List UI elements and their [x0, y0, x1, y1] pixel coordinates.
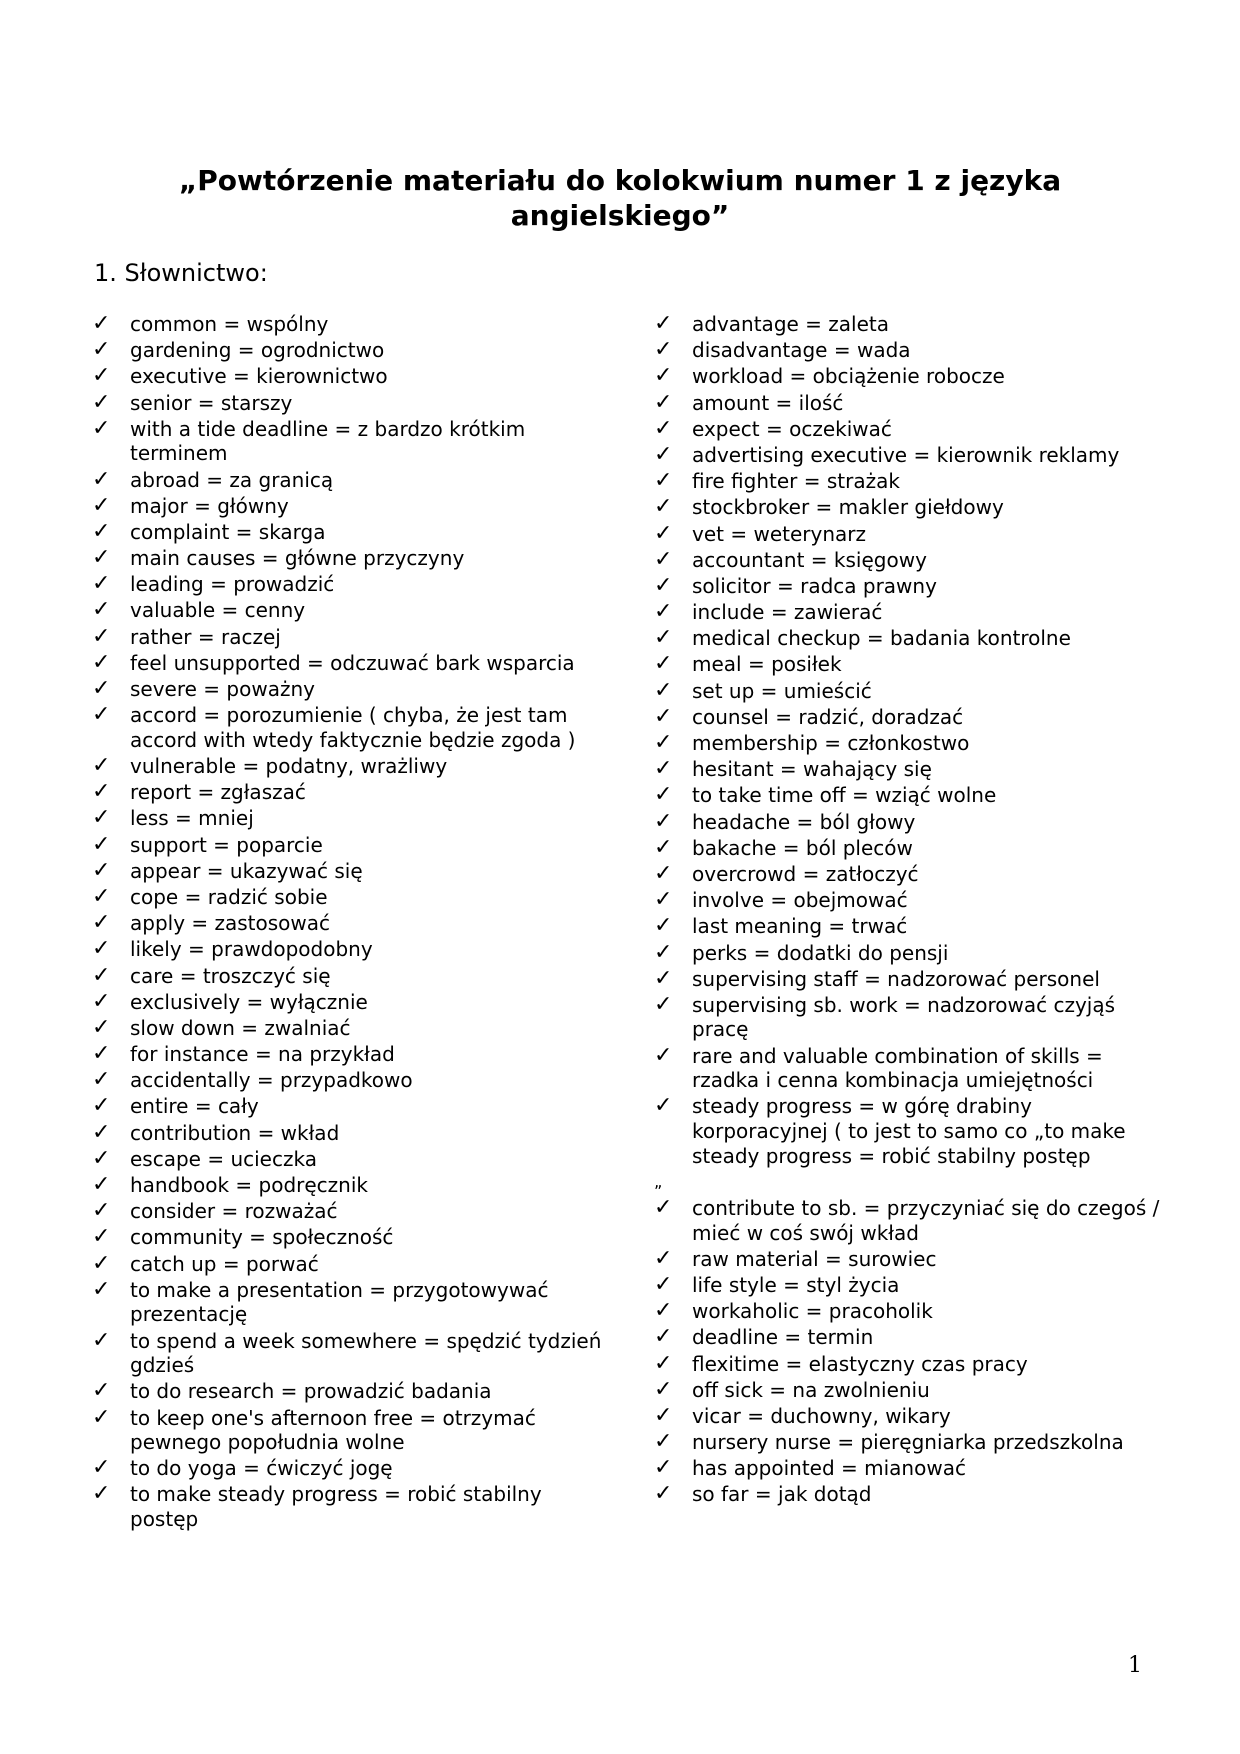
checkmark-icon: ✓ [92, 1224, 111, 1250]
checkmark-icon: ✓ [654, 1324, 673, 1350]
checkmark-icon: ✓ [92, 518, 111, 544]
vocabulary-item [92, 494, 612, 519]
vocabulary-item [92, 1121, 612, 1146]
vocabulary-item [654, 1299, 1164, 1324]
vocabulary-item [92, 1016, 612, 1041]
checkmark-icon: ✓ [654, 1376, 673, 1402]
vocabulary-item [654, 705, 1164, 730]
vocabulary-text: involve = obejmować [692, 888, 908, 913]
vocabulary-text: raw material = surowiec [692, 1246, 937, 1271]
vocabulary-text: vulnerable = podatny, wrażliwy [130, 754, 448, 778]
checkmark-icon: ✓ [654, 441, 673, 467]
checkmark-icon: ✓ [654, 651, 673, 677]
vocabulary-text: overcrowd = zatłoczyć [692, 861, 919, 886]
vocabulary-text: has appointed = mianować [692, 1456, 966, 1481]
vocabulary-text: advertising executive = kierownik reklamy [692, 442, 1120, 467]
vocabulary-item [92, 1094, 612, 1119]
vocabulary-text: less = mniej [130, 806, 254, 831]
vocabulary-text: counsel = radzić, doradzać [692, 704, 964, 729]
vocabulary-text: membership = członkostwo [692, 731, 970, 755]
checkmark-icon: ✓ [654, 494, 673, 520]
vocabulary-item [92, 703, 612, 752]
checkmark-icon: ✓ [654, 1429, 673, 1455]
vocabulary-item [92, 964, 612, 989]
checkmark-icon: ✓ [92, 1455, 111, 1481]
document-title: „Powtórzenie materiału do kolokwium numer 1 z języka angielskiego” [178, 164, 1062, 232]
vocabulary-text: handbook = podręcznik [130, 1173, 368, 1197]
vocabulary-text: to take time off = wziąć wolne [692, 783, 997, 808]
vocabulary-item [92, 1042, 612, 1067]
checkmark-icon: ✓ [92, 1093, 111, 1119]
vocabulary-item [654, 836, 1164, 861]
checkmark-icon: ✓ [654, 468, 673, 494]
vocabulary-text: to make a presentation = przygotowywać prezentację [130, 1277, 549, 1327]
vocabulary-text: supervising sb. work = nadzorować czyjąś pracę [692, 992, 1116, 1042]
checkmark-icon: ✓ [654, 703, 673, 729]
vocabulary-item [654, 1456, 1164, 1481]
vocabulary-item [92, 1456, 612, 1481]
vocabulary-text: valuable = cenny [130, 598, 306, 623]
vocabulary-text: senior = starszy [130, 390, 293, 415]
vocabulary-text: to keep one's afternoon free = otrzymać pewnego popołudnia wolne [130, 1405, 536, 1455]
vocabulary-text: contribute to sb. = przyczyniać się do czegoś / mieć w coś swój wkład [692, 1196, 1160, 1245]
vocabulary-item [654, 574, 1164, 599]
vocabulary-text: for instance = na przykład [130, 1042, 395, 1067]
vocabulary-text: leading = prowadzić [130, 572, 335, 597]
checkmark-icon: ✓ [92, 910, 111, 936]
vocabulary-item [92, 364, 612, 389]
checkmark-icon: ✓ [654, 625, 673, 651]
vocabulary-item [654, 391, 1164, 416]
vocabulary-item [654, 548, 1164, 573]
checkmark-icon: ✓ [92, 571, 111, 597]
checkmark-icon: ✓ [654, 1481, 673, 1507]
checkmark-icon: ✓ [92, 1404, 111, 1430]
vocabulary-item [92, 391, 612, 416]
vocabulary-text: medical checkup = badania kontrolne [692, 626, 1071, 651]
checkmark-icon: ✓ [92, 779, 111, 805]
checkmark-icon: ✓ [92, 623, 111, 649]
vocabulary-item [92, 546, 612, 571]
vocabulary-text: consider = rozważać [130, 1199, 338, 1224]
vocabulary-text: main causes = główne przyczyny [130, 546, 465, 571]
vocabulary-text: feel unsupported = odczuwać bark wsparcia [130, 650, 575, 675]
vocabulary-text: major = główny [130, 493, 289, 518]
vocabulary-text: accord = porozumienie ( chyba, że jest tam accord with wtedy faktycznie będzie zgoda ) [130, 703, 576, 752]
checkmark-icon: ✓ [92, 1172, 111, 1197]
vocabulary-text: entire = cały [130, 1094, 259, 1119]
vocabulary-text: nursery nurse = pieręgniarka przedszkolna [692, 1430, 1124, 1455]
checkmark-icon: ✓ [92, 1145, 111, 1171]
checkmark-icon: ✓ [92, 936, 111, 962]
vocabulary-item [654, 810, 1164, 835]
checkmark-icon: ✓ [92, 1041, 111, 1067]
vocabulary-item [654, 522, 1164, 547]
vocabulary-text: community = społeczność [130, 1225, 394, 1250]
checkmark-icon: ✓ [654, 965, 673, 991]
checkmark-icon: ✓ [654, 913, 673, 939]
checkmark-icon: ✓ [92, 857, 111, 883]
checkmark-icon: ✓ [92, 676, 111, 702]
checkmark-icon: ✓ [654, 808, 673, 834]
vocabulary-item [92, 833, 612, 858]
vocabulary-item [654, 417, 1164, 442]
vocabulary-text: expect = oczekiwać [692, 416, 892, 441]
vocabulary-item [654, 967, 1164, 992]
vocabulary-item [654, 495, 1164, 520]
vocabulary-item [654, 626, 1164, 651]
vocabulary-text: catch up = porwać [130, 1251, 319, 1276]
vocabulary-item [92, 338, 612, 363]
vocabulary-text: so far = jak dotąd [692, 1482, 872, 1507]
vocabulary-text: accountant = księgowy [692, 547, 927, 572]
vocabulary-item [92, 1068, 612, 1093]
page-number: 1 [1128, 1653, 1142, 1678]
checkmark-icon: ✓ [654, 860, 673, 886]
vocabulary-text: perks = dodatki do pensji [692, 940, 949, 965]
checkmark-icon: ✓ [654, 730, 673, 755]
vocabulary-text: contribution = wkład [130, 1120, 340, 1145]
vocabulary-text: hesitant = wahający się [692, 757, 932, 782]
checkmark-icon: ✓ [92, 492, 111, 518]
checkmark-icon: ✓ [92, 649, 111, 675]
vocabulary-item [654, 1044, 1164, 1093]
vocabulary-item [92, 572, 612, 597]
vocabulary-text: exclusively = wyłącznie [130, 989, 368, 1014]
checkmark-icon: ✓ [654, 1350, 673, 1376]
vocabulary-text: with a tide deadline = z bardzo krótkim terminem [130, 416, 526, 466]
vocabulary-text: severe = poważny [130, 677, 315, 702]
checkmark-icon: ✓ [92, 363, 111, 389]
vocabulary-item [654, 338, 1164, 363]
checkmark-icon: ✓ [92, 988, 111, 1014]
checkmark-icon: ✓ [92, 1119, 111, 1145]
checkmark-icon: ✓ [92, 1067, 111, 1093]
vocabulary-item [92, 625, 612, 650]
vocabulary-item [92, 312, 612, 337]
vocabulary-item [92, 520, 612, 545]
checkmark-icon: ✓ [654, 546, 673, 572]
vocabulary-item [654, 1094, 1164, 1168]
section-heading: 1. Słownictwo: [94, 259, 268, 287]
checkmark-icon: ✓ [654, 1455, 673, 1481]
checkmark-icon: ✓ [92, 466, 111, 492]
checkmark-icon: ✓ [654, 756, 673, 782]
checkmark-icon: ✓ [654, 520, 673, 546]
vocabulary-text: steady progress = w górę drabiny korporacyjnej ( to jest to samo co „to make steady progress = robić stabilny postęp [692, 1094, 1126, 1168]
checkmark-icon: ✓ [654, 1245, 673, 1271]
vocabulary-text: meal = posiłek [692, 652, 842, 677]
vocabulary-item [92, 1252, 612, 1277]
vocabulary-text: cope = radzić sobie [130, 884, 328, 909]
vocabulary-item [92, 885, 612, 910]
vocabulary-item [92, 1225, 612, 1250]
vocabulary-text: care = troszczyć się [130, 963, 331, 988]
vocabulary-text: executive = kierownictwo [130, 364, 388, 389]
vocabulary-item [92, 754, 612, 779]
vocabulary-text: common = wspólny [130, 312, 329, 336]
vocabulary-text: solicitor = radca prawny [692, 573, 937, 598]
checkmark-icon: ✓ [654, 1093, 673, 1119]
vocabulary-text: headache = ból głowy [692, 809, 916, 834]
vocabulary-text: abroad = za granicą [130, 467, 334, 492]
vocabulary-item [654, 941, 1164, 966]
vocabulary-item [654, 1404, 1164, 1429]
checkmark-icon: ✓ [92, 805, 111, 831]
stray-quote-mark: „ [654, 1171, 663, 1191]
checkmark-icon: ✓ [654, 1271, 673, 1297]
checkmark-icon: ✓ [654, 389, 673, 415]
vocabulary-item [654, 600, 1164, 625]
checkmark-icon: ✓ [92, 545, 111, 571]
vocabulary-text: slow down = zwalniać [130, 1015, 351, 1040]
vocabulary-text: to make steady progress = robić stabilny postęp [130, 1482, 542, 1532]
checkmark-icon: ✓ [654, 337, 673, 363]
checkmark-icon: ✓ [92, 753, 111, 778]
vocabulary-text: vet = weterynarz [692, 521, 866, 546]
checkmark-icon: ✓ [92, 415, 111, 441]
vocabulary-item [654, 1273, 1164, 1298]
checkmark-icon: ✓ [654, 887, 673, 913]
vocabulary-item [92, 651, 612, 676]
vocabulary-list-right [654, 312, 1164, 1509]
checkmark-icon: ✓ [92, 1327, 111, 1353]
vocabulary-text: to spend a week somewhere = spędzić tydzień gdzieś [130, 1328, 602, 1378]
vocabulary-item [654, 364, 1164, 389]
vocabulary-item [654, 1352, 1164, 1377]
checkmark-icon: ✓ [654, 1042, 673, 1068]
checkmark-icon: ✓ [92, 1014, 111, 1040]
checkmark-icon: ✓ [92, 1378, 111, 1404]
vocabulary-item [92, 677, 612, 702]
checkmark-icon: ✓ [92, 389, 111, 415]
checkmark-icon: ✓ [92, 337, 111, 363]
vocabulary-item [92, 417, 612, 466]
vocabulary-text: report = zgłaszać [130, 780, 306, 805]
vocabulary-text: last meaning = trwać [692, 914, 908, 939]
checkmark-icon: ✓ [654, 599, 673, 625]
vocabulary-text: escape = ucieczka [130, 1146, 317, 1171]
vocabulary-item [92, 1379, 612, 1404]
vocabulary-text: to do research = prowadzić badania [130, 1379, 492, 1404]
vocabulary-item [654, 1378, 1164, 1403]
vocabulary-item [654, 862, 1164, 887]
vocabulary-text: workaholic = pracoholik [692, 1299, 933, 1324]
checkmark-icon: ✓ [92, 883, 111, 909]
vocabulary-item [654, 652, 1164, 677]
checkmark-icon: ✓ [654, 1298, 673, 1324]
vocabulary-item [654, 731, 1164, 756]
vocabulary-text: amount = ilość [692, 390, 844, 415]
vocabulary-item [654, 783, 1164, 808]
vocabulary-text: disadvantage = wada [692, 338, 911, 363]
vocabulary-text: accidentally = przypadkowo [130, 1068, 413, 1093]
vocabulary-item [92, 1482, 612, 1531]
vocabulary-item [92, 1173, 612, 1198]
vocabulary-item [92, 1147, 612, 1172]
vocabulary-item [92, 990, 612, 1015]
checkmark-icon: ✓ [654, 572, 673, 598]
checkmark-icon: ✓ [654, 991, 673, 1017]
vocabulary-text: appear = ukazywać się [130, 858, 363, 883]
vocabulary-text: include = zawierać [692, 600, 883, 625]
checkmark-icon: ✓ [92, 597, 111, 623]
vocabulary-text: bakache = ból pleców [692, 835, 913, 860]
checkmark-icon: ✓ [92, 831, 111, 857]
vocabulary-item [654, 1430, 1164, 1455]
checkmark-icon: ✓ [92, 702, 111, 728]
vocabulary-text: vicar = duchowny, wikary [692, 1403, 951, 1428]
vocabulary-text: life style = styl życia [692, 1272, 900, 1297]
checkmark-icon: ✓ [92, 1481, 111, 1507]
vocabulary-item [654, 679, 1164, 704]
vocabulary-text: supervising staff = nadzorować personel [692, 966, 1100, 991]
vocabulary-text: deadline = termin [692, 1325, 874, 1350]
vocabulary-item [92, 468, 612, 493]
vocabulary-item [92, 780, 612, 805]
vocabulary-item [92, 1278, 612, 1327]
checkmark-icon: ✓ [92, 1250, 111, 1276]
vocabulary-text: rare and valuable combination of skills = rzadka i cenna kombinacja umiejętności [692, 1043, 1103, 1093]
checkmark-icon: ✓ [654, 834, 673, 860]
vocabulary-text: stockbroker = makler giełdowy [692, 495, 1004, 520]
vocabulary-item [92, 1329, 612, 1378]
vocabulary-text: off sick = na zwolnieniu [692, 1377, 930, 1402]
vocabulary-item [654, 914, 1164, 939]
vocabulary-item [654, 1325, 1164, 1350]
vocabulary-text: flexitime = elastyczny czas pracy [692, 1351, 1028, 1376]
vocabulary-text: advantage = zaleta [692, 312, 890, 336]
checkmark-icon: ✓ [654, 415, 673, 441]
vocabulary-text: apply = zastosować [130, 911, 331, 936]
vocabulary-item [654, 469, 1164, 494]
vocabulary-text: workload = obciążenie robocze [692, 364, 1005, 389]
vocabulary-item [654, 888, 1164, 913]
checkmark-icon: ✓ [654, 363, 673, 389]
vocabulary-item [654, 1247, 1164, 1272]
vocabulary-text: support = poparcie [130, 832, 323, 857]
vocabulary-text: likely = prawdopodobny [130, 937, 373, 962]
vocabulary-text: gardening = ogrodnictwo [130, 338, 385, 363]
vocabulary-item [92, 937, 612, 962]
checkmark-icon: ✓ [92, 962, 111, 988]
vocabulary-item [654, 993, 1164, 1042]
vocabulary-text: to do yoga = ćwiczyć jogę [130, 1456, 393, 1481]
vocabulary-list-left [92, 312, 612, 1533]
vocabulary-item [654, 1196, 1164, 1245]
vocabulary-item [654, 312, 1164, 337]
vocabulary-item [654, 443, 1164, 468]
vocabulary-item [92, 806, 612, 831]
checkmark-icon: ✓ [654, 677, 673, 703]
vocabulary-item [92, 1406, 612, 1455]
vocabulary-item [92, 859, 612, 884]
checkmark-icon: ✓ [92, 1198, 111, 1224]
vocabulary-text: complaint = skarga [130, 519, 326, 544]
checkmark-icon: ✓ [654, 1195, 673, 1220]
vocabulary-item [92, 598, 612, 623]
vocabulary-text: fire fighter = strażak [692, 469, 900, 494]
vocabulary-item [92, 911, 612, 936]
vocabulary-item [92, 1199, 612, 1224]
vocabulary-item [654, 757, 1164, 782]
checkmark-icon: ✓ [92, 1276, 111, 1302]
vocabulary-text: rather = raczej [130, 624, 281, 649]
checkmark-icon: ✓ [654, 311, 673, 336]
checkmark-icon: ✓ [92, 311, 111, 336]
checkmark-icon: ✓ [654, 1402, 673, 1428]
vocabulary-item [654, 1482, 1164, 1507]
checkmark-icon: ✓ [654, 782, 673, 808]
vocabulary-text: set up = umieścić [692, 678, 872, 703]
checkmark-icon: ✓ [654, 939, 673, 965]
